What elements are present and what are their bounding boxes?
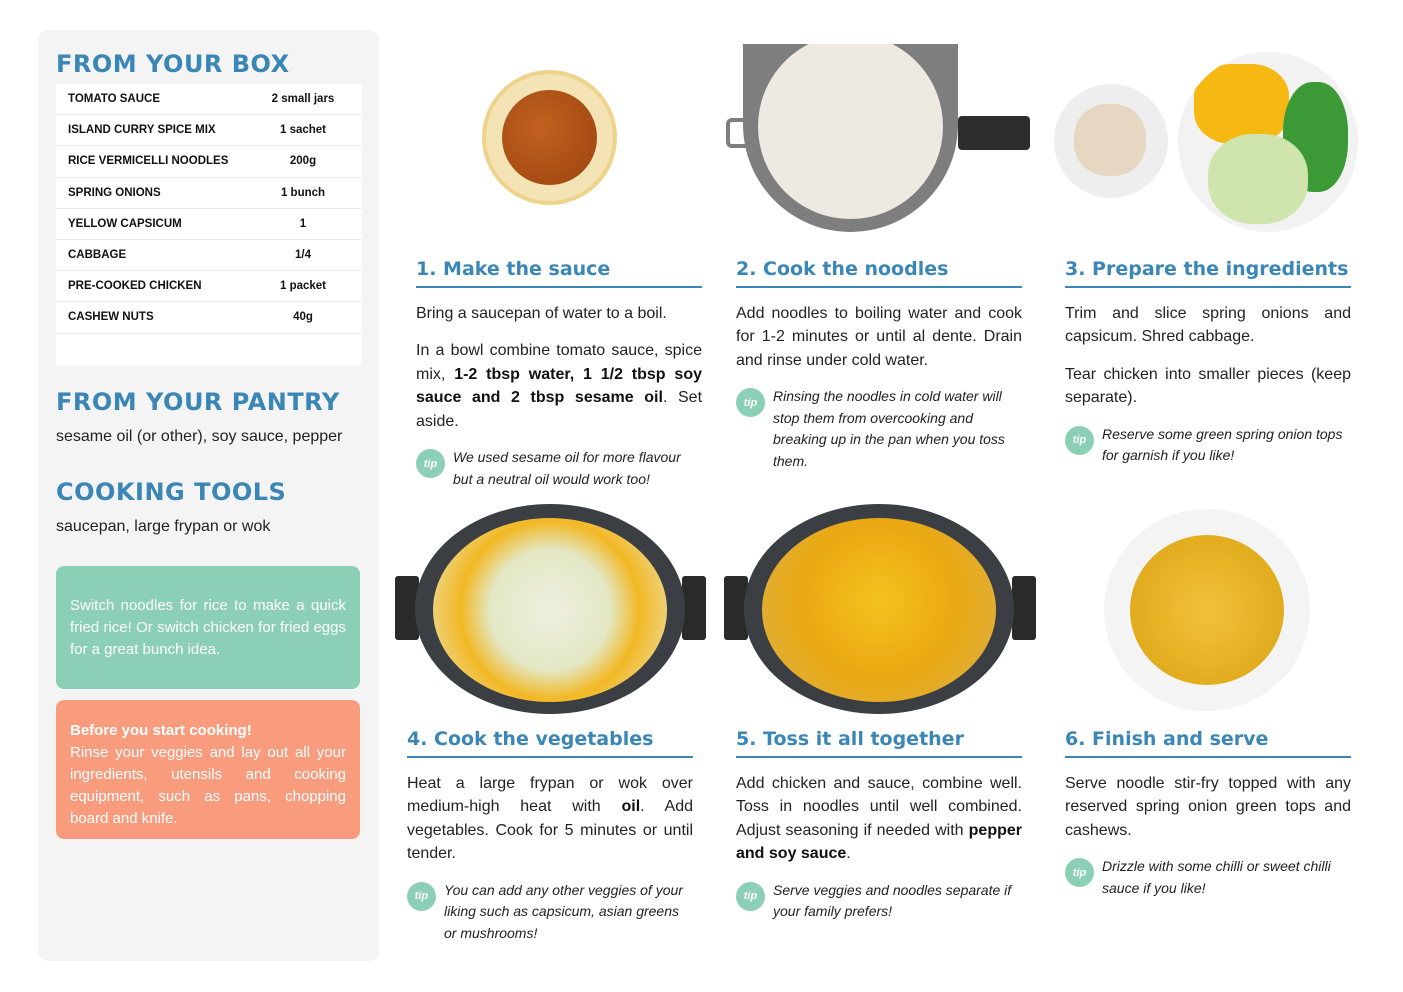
ingredient-name: TOMATO SAUCE xyxy=(68,93,161,106)
ingredient-name: SPRING ONIONS xyxy=(68,186,161,199)
ingredient-qty: 1 xyxy=(299,217,307,230)
ingredient-qty: 2 small jars xyxy=(271,93,335,106)
step-text xyxy=(736,772,1022,866)
step-text xyxy=(416,339,702,433)
ingredients-table xyxy=(56,84,362,365)
tip-icon: tip xyxy=(1065,426,1094,455)
step-text-part: . Set aside. xyxy=(416,389,703,430)
step-title: 2. Cook the noodles xyxy=(736,258,1022,288)
step-title: 5. Toss it all together xyxy=(736,728,1022,758)
step-text-part: . xyxy=(846,845,851,863)
before-cooking-title: Before you start cooking! xyxy=(70,722,252,739)
finished-dish-photo xyxy=(1104,509,1310,711)
step-text xyxy=(407,772,693,866)
pan-contents xyxy=(433,518,667,702)
ingredient-name: YELLOW CAPSICUM xyxy=(68,217,182,230)
step-title: 6. Finish and serve xyxy=(1065,728,1351,758)
ingredient-row xyxy=(56,302,362,333)
tip-icon: tip xyxy=(1065,858,1094,887)
cooking-tools-text: saucepan, large frypan or wok xyxy=(56,518,271,535)
ingredient-qty: 1 sachet xyxy=(279,124,327,137)
before-cooking-note xyxy=(56,700,360,839)
ingredient-row xyxy=(56,240,362,271)
pan-handle xyxy=(682,576,706,640)
strainer-handle xyxy=(958,116,1030,150)
ingredient-name: RICE VERMICELLI NOODLES xyxy=(68,155,229,168)
step-text-part: In a bowl combine tomato sauce, spice mix, xyxy=(416,342,702,383)
step-text-part: Add chicken and sauce, combine well. Toss in noodles until well combined. Adjust seasoning if needed with xyxy=(736,775,1022,839)
step-3 xyxy=(1065,258,1351,467)
tossed-noodles-pan-photo xyxy=(744,504,1014,714)
cooking-tools-title: COOKING TOOLS xyxy=(56,478,287,506)
sidebar-panel xyxy=(38,30,379,961)
swap-tip-text: Switch noodles for rice to make a quick fried rice! Or switch chicken for fried eggs for a great bunch idea. xyxy=(70,596,346,658)
ingredient-qty: 200g xyxy=(289,155,317,168)
step-text-part: Heat a large frypan or wok over medium-high heat with xyxy=(407,775,693,816)
ingredient-row xyxy=(56,146,362,177)
tip-text: Drizzle with some chilli or sweet chilli sauce if you like! xyxy=(1102,858,1331,896)
capsicum-strips xyxy=(1194,64,1289,144)
ingredient-row xyxy=(56,115,362,146)
tip-text: Rinsing the noodles in cold water will stop them from overcooking and breaking up in the pan when you toss them. xyxy=(773,388,1005,469)
ingredient-qty: 1 bunch xyxy=(280,186,326,199)
tip xyxy=(416,447,702,490)
step-text: Serve noodle stir-fry topped with any reserved spring onion green tops and cashews. xyxy=(1065,775,1351,839)
ingredient-name: CABBAGE xyxy=(68,249,127,262)
ingredient-row xyxy=(56,178,362,209)
tip-icon: tip xyxy=(736,882,765,911)
from-your-box-title: FROM YOUR BOX xyxy=(56,50,290,78)
step-4 xyxy=(407,728,693,944)
ingredient-row xyxy=(56,271,362,302)
chicken-plate-photo xyxy=(1054,84,1168,198)
pantry-text: sesame oil (or other), soy sauce, pepper xyxy=(56,428,343,445)
ingredient-row xyxy=(56,84,362,115)
tip-text: We used sesame oil for more flavour but a neutral oil would work too! xyxy=(453,449,681,487)
ingredient-qty: 1/4 xyxy=(295,249,311,262)
vegetables-plate-photo xyxy=(1178,52,1358,232)
noodles-strainer-photo xyxy=(743,44,958,232)
sauce-bowl-photo xyxy=(482,70,617,205)
step-text: Trim and slice spring onions and capsicum. Shred cabbage. xyxy=(1065,305,1351,346)
tip-text: Reserve some green spring onion tops for garnish if you like! xyxy=(1102,425,1343,464)
tip-icon: tip xyxy=(407,882,436,911)
vegetables-pan-photo xyxy=(415,504,685,714)
step-6 xyxy=(1065,728,1351,899)
tip xyxy=(736,880,1022,923)
step-2 xyxy=(736,258,1022,473)
tip-icon: tip xyxy=(416,449,445,478)
from-your-pantry-title: FROM YOUR PANTRY xyxy=(56,388,340,416)
ingredient-qty: 1 packet xyxy=(279,280,327,293)
tip-icon: tip xyxy=(736,388,765,417)
step-text: Add noodles to boiling water and cook for 1-2 minutes or until al dente. Drain and rinse under cold water. xyxy=(736,305,1022,369)
step-title: 3. Prepare the ingredients xyxy=(1065,258,1351,288)
pan-handle xyxy=(1012,576,1036,640)
step-title: 4. Cook the vegetables xyxy=(407,728,693,758)
tip xyxy=(736,386,1022,472)
step-1 xyxy=(416,258,702,490)
step-text: Bring a saucepan of water to a boil. xyxy=(416,305,667,322)
tip xyxy=(407,880,693,945)
step-text-part: . Add vegetables. Cook for 5 minutes or until tender. xyxy=(407,798,693,863)
pan-contents xyxy=(762,518,996,702)
ingredient-name: CASHEW NUTS xyxy=(68,311,154,324)
step-text-bold: pepper and soy sauce xyxy=(736,821,1022,863)
before-cooking-text: Rinse your veggies and lay out all your ingredients, utensils and cooking equipment, such as pans, chopping board and knife. xyxy=(70,744,346,827)
tip-text: You can add any other veggies of your liking such as capsicum, asian greens or mushrooms! xyxy=(444,881,683,941)
tip-text: Serve veggies and noodles separate if your family prefers! xyxy=(773,881,1012,920)
ingredient-row xyxy=(56,209,362,240)
ingredient-name: ISLAND CURRY SPICE MIX xyxy=(68,124,216,137)
step-title: 1. Make the sauce xyxy=(416,258,702,288)
ingredient-qty: 40g xyxy=(293,311,313,324)
ingredient-name: PRE-COOKED CHICKEN xyxy=(68,280,202,293)
tip xyxy=(1065,856,1351,899)
shredded-cabbage xyxy=(1208,134,1308,224)
step-text-bold: 1-2 tbsp water, 1 1/2 tbsp soy sauce and 2 tbsp sesame oil xyxy=(416,365,702,407)
tip xyxy=(1065,424,1351,467)
step-text-bold: oil xyxy=(621,798,641,816)
step-text: Tear chicken into smaller pieces (keep separate). xyxy=(1065,365,1351,407)
swap-tip-note xyxy=(56,566,360,689)
step-5 xyxy=(736,728,1022,923)
